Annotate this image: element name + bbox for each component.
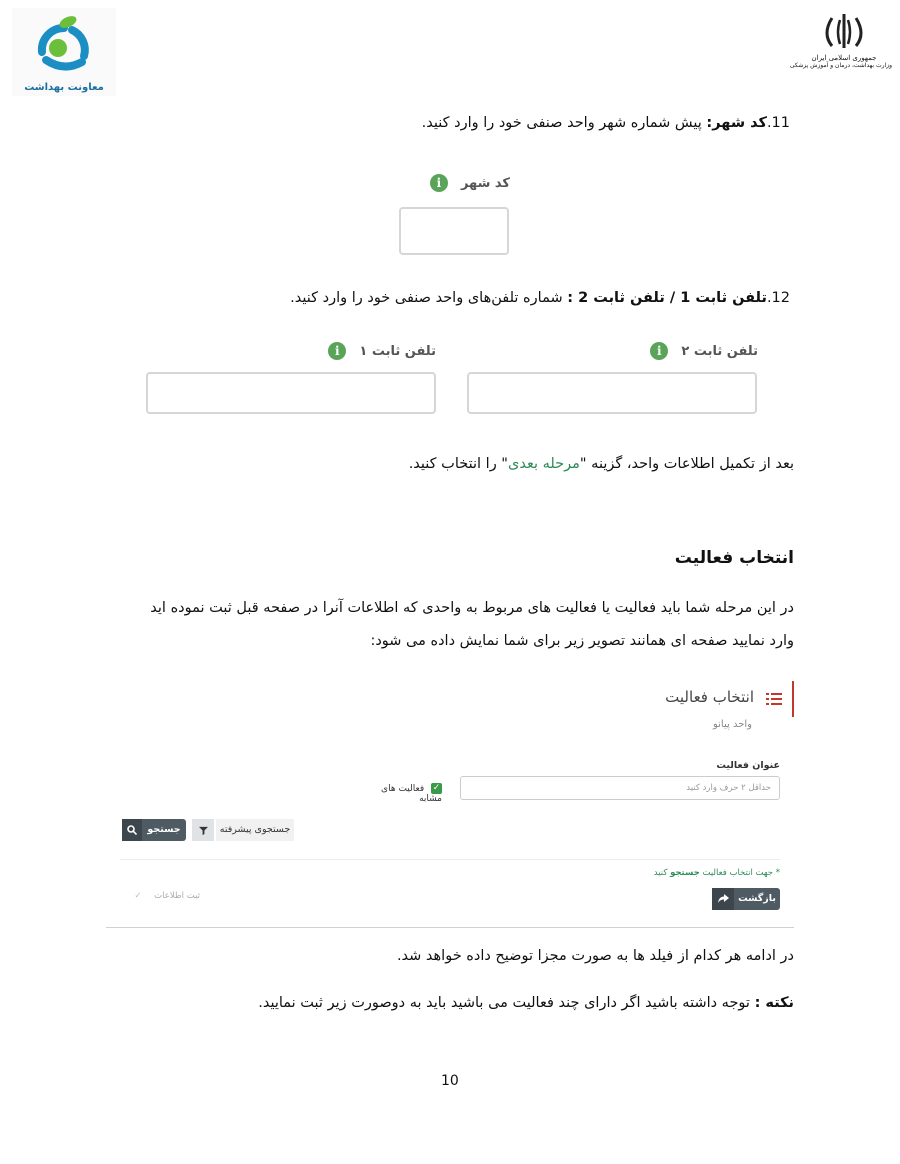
- city-code-input[interactable]: [399, 207, 509, 255]
- phone2-input[interactable]: [467, 372, 757, 414]
- iran-emblem-icon: [796, 12, 892, 50]
- advanced-search-button[interactable]: جستجوی پیشرفته: [216, 819, 294, 841]
- list-icon: [766, 691, 782, 710]
- info-icon[interactable]: i: [430, 174, 448, 192]
- accent-bar: [792, 681, 794, 717]
- back-button[interactable]: [712, 888, 780, 910]
- intro-line-1: در این مرحله شما باید فعالیت یا فعالیت های مربوط به واحدی که اطلاعات آنرا در صفحه قبل ثبت نموده اید: [150, 600, 794, 616]
- screenshot-subtitle: واحد پیانو: [712, 719, 752, 730]
- phone2-label-row: [640, 340, 758, 360]
- phone1-label: تلفن ثابت ۱: [359, 344, 436, 359]
- item-12-label: تلفن ثابت 1 / تلفن ثابت 2 :: [567, 290, 767, 306]
- search-button[interactable]: [122, 819, 186, 841]
- after-note-paragraph: در ادامه هر کدام از فیلد ها به صورت مجزا توضیح داده خواهد شد.: [396, 948, 794, 964]
- item-11-number: 11.: [766, 115, 790, 131]
- next-step-after: " را انتخاب کنید.: [408, 456, 508, 472]
- next-step-before: بعد از تکمیل اطلاعات واحد، گزینه ": [579, 456, 794, 472]
- back-button-label: بازگشت: [738, 893, 776, 904]
- phone2-label: تلفن ثابت ۲: [681, 344, 758, 359]
- submit-button[interactable]: [120, 891, 200, 901]
- health-logo-text: معاونت بهداشت: [24, 82, 104, 93]
- search-button-label: جستجو: [147, 824, 181, 835]
- info-icon[interactable]: i: [650, 342, 668, 360]
- hint-bold: جستجو: [670, 868, 700, 878]
- ministry-logo-line2: وزارت بهداشت، درمان و آموزش پزشکی: [789, 62, 892, 69]
- phone1-label-row: [318, 340, 436, 360]
- share-forward-icon: [712, 888, 734, 910]
- phone1-input[interactable]: [146, 372, 436, 414]
- ministry-logo: [789, 12, 892, 82]
- section-heading: انتخاب فعالیت: [674, 548, 794, 568]
- item-12-paragraph: [290, 283, 790, 313]
- info-icon[interactable]: i: [328, 342, 346, 360]
- filter-icon: [199, 826, 208, 835]
- city-code-label: کد شهر: [460, 176, 510, 191]
- filter-button[interactable]: [192, 819, 214, 841]
- item-11-paragraph: [422, 108, 790, 138]
- item-12-text: شماره تلفن‌های واحد صنفی خود را وارد کنید.: [290, 290, 568, 306]
- hint-prefix: * جهت انتخاب فعالیت: [699, 868, 780, 878]
- check-icon[interactable]: ✓: [432, 783, 441, 793]
- search-icon: [122, 819, 142, 841]
- item-11-label: کد شهر:: [706, 115, 767, 131]
- activity-title-input[interactable]: حداقل ۲ حرف وارد کنید: [460, 776, 780, 800]
- note-text: توجه داشته باشید اگر دارای چند فعالیت می باشید باید به دوصورت زیر ثبت نمایید.: [258, 995, 755, 1011]
- next-step-paragraph: [409, 449, 794, 479]
- page-number: 10: [441, 1073, 459, 1089]
- item-12-number: 12.: [766, 290, 790, 306]
- note-label: نکته :: [754, 995, 794, 1011]
- intro-line-2: وارد نمایید صفحه ای همانند تصویر زیر برای شما نمایش داده می شود:: [370, 633, 794, 649]
- check-icon: ✓: [134, 891, 142, 901]
- activity-title-label: عنوان فعالیت: [716, 760, 780, 771]
- city-code-label-row: [398, 172, 510, 192]
- health-deputy-logo: [12, 8, 116, 96]
- next-step-highlight: مرحله بعدی: [507, 456, 580, 472]
- activity-selection-screenshot: [106, 675, 794, 928]
- item-11-text: پیش شماره شهر واحد صنفی خود را وارد کنید.: [421, 115, 707, 131]
- divider: [120, 859, 780, 860]
- note-paragraph: [258, 988, 794, 1018]
- ministry-logo-line1: جمهوری اسلامی ایران: [811, 54, 877, 62]
- similar-activities-row[interactable]: [356, 783, 442, 804]
- similar-activities-label: فعالیت های مشابه: [381, 784, 442, 804]
- selection-hint: [654, 868, 780, 878]
- health-logo-icon: [12, 8, 116, 78]
- hint-suffix: کنید: [653, 868, 671, 878]
- submit-label: ثبت اطلاعات: [154, 891, 200, 901]
- screenshot-title: انتخاب فعالیت: [665, 688, 754, 706]
